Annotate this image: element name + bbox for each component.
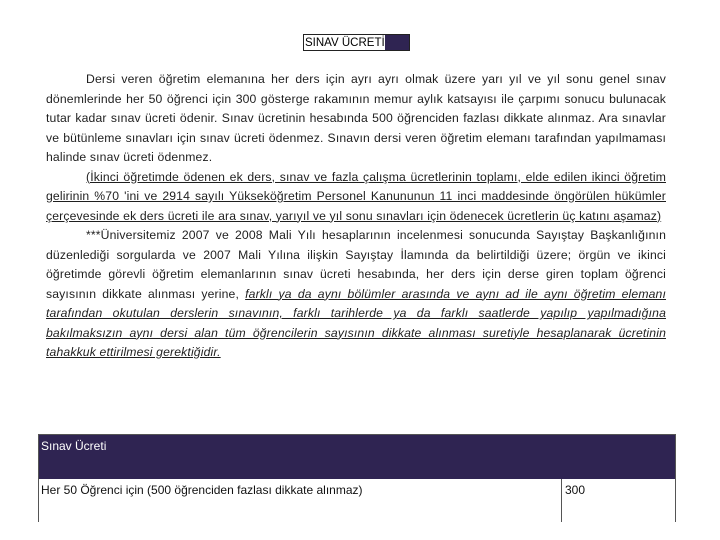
paragraph-second-education-note: (İkinci öğretimde ödenen ek ders, sınav ve fazla çalışma ücretlerinin toplamı, elde edilen ikinci öğretim gelirinin %70 'ini ve 2914 sayılı Yükseköğretim Personel Kanununun 11 inci maddesinde öngörülen hükümler çerçevesinde ek ders ücreti ile ara sınav, yarıyıl ve yıl sonu sınavları için ödenecek ücretlerin üç katını aşamaz): [46, 169, 666, 223]
audit-note-text: ***Üniversitemiz 2007 ve 2008 Mali Yılı hesaplarının incelenmesi sonucunda Sayıştay Başkanlığının düzenlediği sorgularda ve 2007 Mali Yılına ilişkin Sayıştay İlamında da belirtildiği üzere; örgün ve ikinci öğretimde görevli öğretim elemanlarının sınav ücreti hesabında, her ders için derse giren toplam öğrenci sayısının dikkate alınması yerine,: [46, 228, 666, 301]
table-row: [39, 479, 675, 522]
title-highlight-block: [385, 35, 409, 50]
paragraph-fee-rules: Dersi veren öğretim elemanına her ders için ayrı ayrı olmak üzere yarı yıl ve yıl sonu genel sınav dönemlerinde her 50 öğrenci için 300 gösterge rakamının memur aylık katsayısı ile çarpımı sonucu bulunacak tutar kadar sınav ücreti ödenir. Sınav ücretinin hesabında 500 öğrenciden fazlası dikkate alınmaz. Ara sınavlar ve bütünleme sınavları için sınav ücreti ödenmez. Sınavın dersi veren öğretim elemanı tarafından yapılmaması halinde sınav ücreti ödenmez.: [46, 72, 666, 164]
fee-table-header: [39, 435, 675, 479]
fee-row-value: 300: [565, 483, 586, 497]
column-divider: [561, 479, 562, 522]
section-title: SINAV ÜCRETİ: [305, 37, 385, 49]
fee-row-label: Her 50 Öğrenci için (500 öğrenciden fazlası dikkate alınmaz): [41, 483, 363, 497]
audit-note-emphasis: farklı ya da aynı bölümler arasında ve aynı ad ile aynı öğretim elemanı tarafından okutulan derslerin sınavının, farklı tarihlerde ya da farklı saatlerde yapılıp yapılmadığına bakılmaksızın aynı dersi alan tüm öğrencilerin sayısının dikkate alınması suretiyle hesaplanarak ücretinin tahakkuk ettirilmesi gerektiğidir.: [46, 286, 667, 359]
body-text: [46, 70, 666, 363]
section-title-box: [303, 34, 410, 51]
paragraph-audit-note: [46, 226, 666, 363]
fee-table: [38, 434, 676, 522]
fee-table-header-label: Sınav Ücreti: [41, 439, 107, 453]
